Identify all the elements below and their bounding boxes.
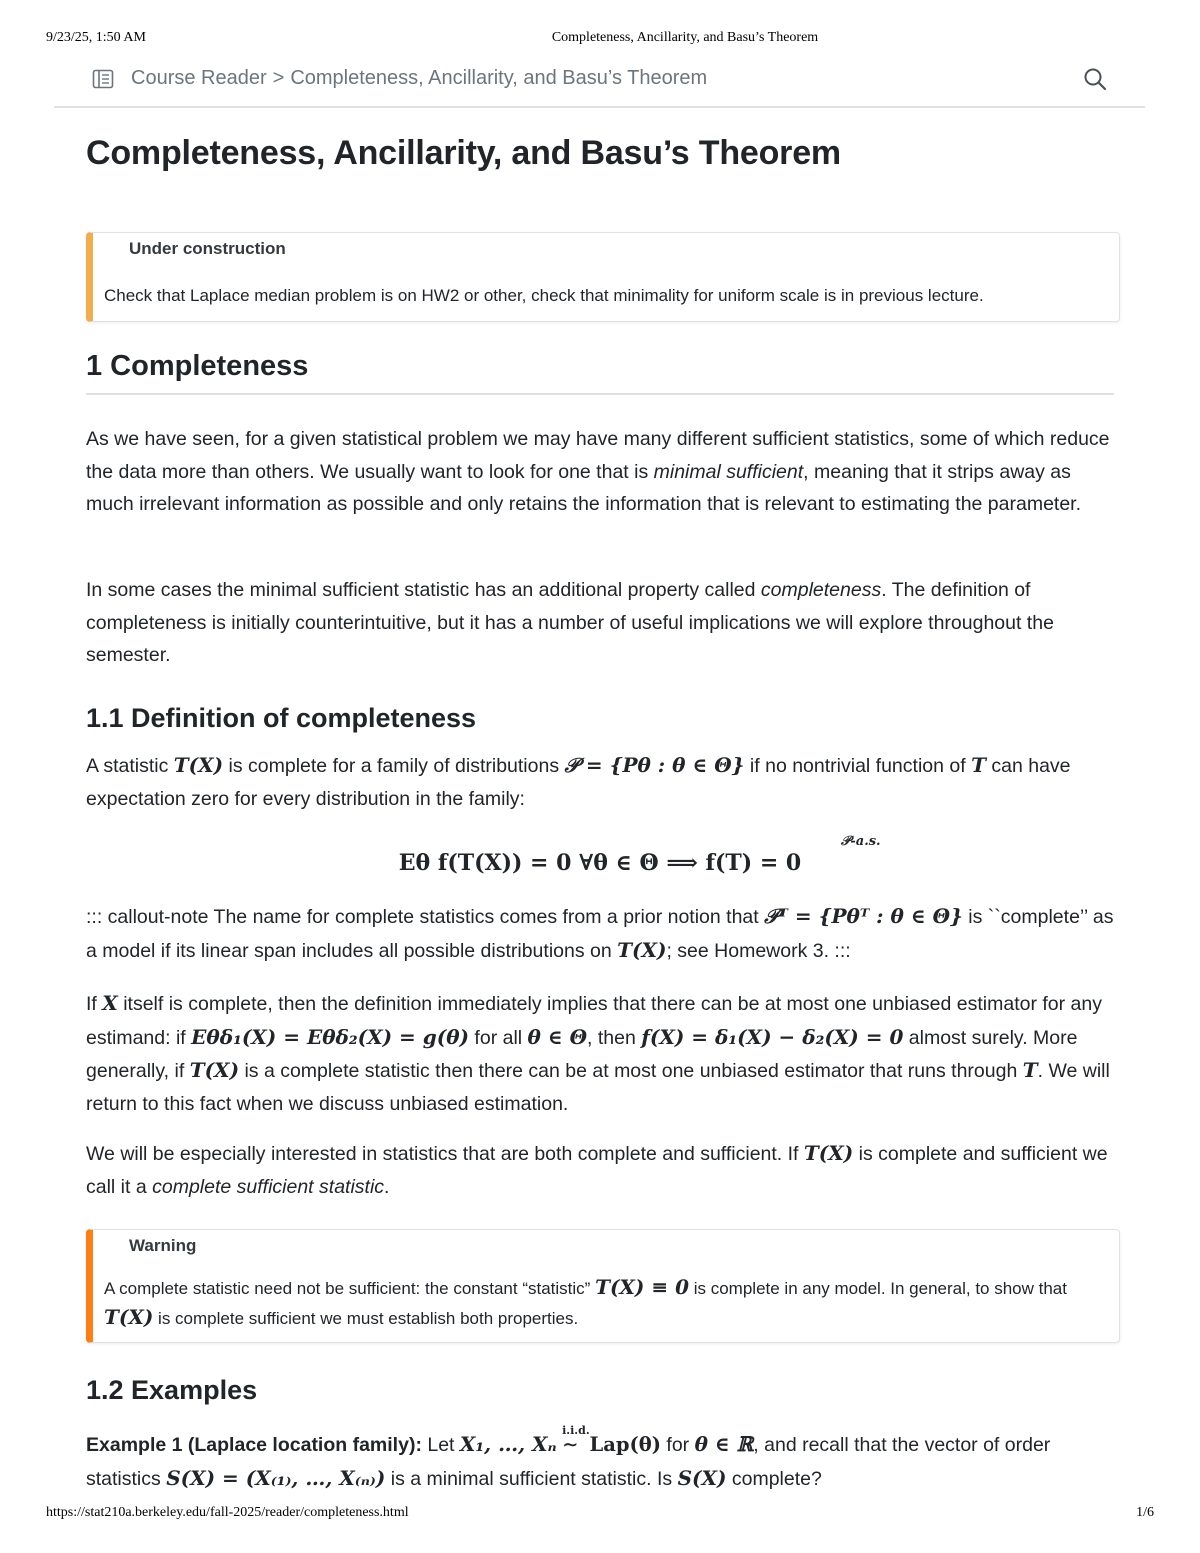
- text-run: is complete and sufficient we call it a: [86, 1143, 1108, 1198]
- text-run: if no nontrivial function of: [744, 755, 972, 777]
- text-run: A statistic: [86, 755, 174, 777]
- display-equation: [86, 834, 1114, 890]
- print-datetime: 9/23/25, 1:50 AM: [46, 30, 146, 45]
- text-run: . The definition of completeness is initially counterintuitive, but it has a number of useful implications we will explore throughout the semester.: [86, 579, 1054, 666]
- search-icon[interactable]: [1083, 67, 1107, 91]
- main-content: [86, 120, 1114, 174]
- text-run: We will be especially interested in statistics that are both complete and sufficient. If: [86, 1143, 804, 1165]
- text-run: complete?: [726, 1467, 822, 1490]
- display-equation-body: Eθ f(T(X)) = 0 ∀θ ∈ Θ ⟹ f(T) = 0: [398, 850, 802, 876]
- emphasis-term: complete sufficient statistic: [152, 1175, 385, 1198]
- text-run: Let: [421, 1434, 460, 1456]
- math-inline: Eθδ₁(X) = Eθδ₂(X) = g(θ): [191, 1024, 470, 1049]
- math-inline: X₁, …, Xₙ: [459, 1432, 557, 1456]
- text-run: is a complete statistic then there can be at most one unbiased estimator that runs through: [239, 1060, 1023, 1082]
- math-inline: T(X): [617, 937, 667, 962]
- subsection-heading-examples: 1.2 Examples: [86, 1375, 258, 1405]
- print-footer: [0, 1505, 1200, 1525]
- text-run: ::: callout-note The name for complete statistics comes from a prior notion that: [86, 906, 765, 928]
- text-run: almost surely. More generally, if: [86, 1026, 1078, 1082]
- warning-callout: [86, 1229, 1120, 1343]
- text-run: can have expectation zero for every distribution in the family:: [86, 755, 1071, 810]
- warning-callout-title: Warning: [129, 1236, 197, 1255]
- emphasis-term: completeness: [760, 579, 882, 601]
- display-equation-overset: 𝒫-a.s.: [841, 834, 881, 849]
- top-navbar: [54, 60, 1145, 108]
- text-run: , meaning that it strips away as much irrelevant information as possible and only retains the information that is relevant to estimating the parameter.: [86, 460, 1082, 515]
- paragraph-definition: [86, 749, 1114, 815]
- text-run: itself is complete, then the definition immediately implies that there can be at most one unbiased estimator for any estimand: if: [86, 993, 1102, 1049]
- math-inline: S(X): [677, 1465, 727, 1490]
- text-run: for: [661, 1434, 695, 1456]
- math-inline: T(X): [104, 1305, 154, 1329]
- math-inline: T(X): [189, 1058, 240, 1082]
- warning-callout-body: [104, 1273, 1105, 1333]
- breadcrumb-current[interactable]: Completeness, Ancillarity, and Basu’s Theorem: [290, 67, 708, 89]
- math-inline: θ ∈ Θ: [527, 1024, 588, 1049]
- print-page-number: 1/6: [1136, 1505, 1154, 1520]
- breadcrumb-root[interactable]: Course Reader: [131, 67, 267, 89]
- text-run: , and recall that the vector of order statistics: [86, 1434, 1051, 1490]
- text-run: is complete sufficient we must establish both properties.: [153, 1309, 579, 1328]
- text-run: As we have seen, for a given statistical problem we may have many different sufficient statistics, some of which reduce the data more than others. We usually want to look for one that is: [86, 428, 1110, 483]
- paragraph-example-1: [86, 1424, 1114, 1495]
- math-inline: T(X): [803, 1141, 854, 1165]
- text-run: is complete for a family of distributions: [223, 755, 565, 777]
- subsection-heading-definition: 1.1 Definition of completeness: [86, 703, 477, 733]
- math-inline: T: [971, 753, 986, 777]
- math-inline: X: [102, 991, 118, 1015]
- text-run: is complete in any model. In general, to show that: [689, 1279, 1067, 1298]
- text-run: A complete statistic need not be sufficient: the constant “statistic”: [104, 1279, 596, 1298]
- math-inline: T(X) ≡ 0: [595, 1275, 689, 1299]
- math-inline: T: [1022, 1058, 1038, 1082]
- paragraph-unbiased: [86, 987, 1114, 1120]
- math-inline: θ ∈ ℝ: [694, 1432, 754, 1456]
- math-inline: T(X): [173, 753, 224, 777]
- text-run: is ``complete’’ as a model if its linear span includes all possible distributions on: [86, 906, 1114, 962]
- breadcrumb-separator: >: [272, 67, 285, 89]
- paragraph-minimal-sufficient: [86, 423, 1114, 521]
- math-inline: Lap(θ): [589, 1433, 661, 1456]
- breadcrumb: [131, 67, 707, 90]
- text-run: for all: [469, 1026, 528, 1049]
- math-inline: 𝒫 = {Pθ : θ ∈ Θ}: [564, 753, 745, 777]
- text-run: , then: [587, 1026, 642, 1049]
- paragraph-callout-note: [86, 900, 1114, 967]
- page-title: Completeness, Ancillarity, and Basu’s Theorem: [86, 134, 841, 172]
- text-run: . We will return to this fact when we discuss unbiased estimation.: [86, 1060, 1110, 1115]
- text-run: If: [86, 993, 103, 1015]
- section-heading-completeness: 1 Completeness: [86, 350, 1114, 395]
- text-run: is a minimal sufficient statistic. Is: [385, 1467, 678, 1490]
- paragraph-completeness-intro: [86, 574, 1114, 672]
- iid-label: i.i.d.: [562, 1424, 590, 1437]
- text-run: .: [384, 1175, 390, 1198]
- emphasis-term: minimal sufficient: [653, 460, 804, 483]
- iid-tilde: i.i.d. ∼: [562, 1429, 584, 1462]
- paragraph-complete-sufficient: [86, 1137, 1114, 1203]
- print-header: [0, 30, 1200, 50]
- print-url: https://stat210a.berkeley.edu/fall-2025/reader/completeness.html: [46, 1505, 409, 1520]
- math-inline: 𝒫ᵀ = {Pθᵀ : θ ∈ Θ}: [764, 904, 963, 928]
- construction-callout-body: Check that Laplace median problem is on HW2 or other, check that minimality for uniform scale is in previous lecture.: [104, 286, 984, 305]
- math-inline: f(X) = δ₁(X) − δ₂(X) = 0: [641, 1024, 904, 1049]
- reader-icon[interactable]: [92, 68, 114, 90]
- construction-callout-title: Under construction: [129, 239, 286, 258]
- construction-callout: [86, 232, 1120, 322]
- text-run: ; see Homework 3. :::: [666, 939, 851, 962]
- example-label: Example 1 (Laplace location family):: [86, 1434, 422, 1456]
- print-title: Completeness, Ancillarity, and Basu’s Theorem: [551, 30, 819, 45]
- math-inline: S(X) = (X₍₁₎, …, X₍ₙ₎): [166, 1465, 386, 1490]
- text-run: In some cases the minimal sufficient statistic has an additional property called: [86, 579, 761, 601]
